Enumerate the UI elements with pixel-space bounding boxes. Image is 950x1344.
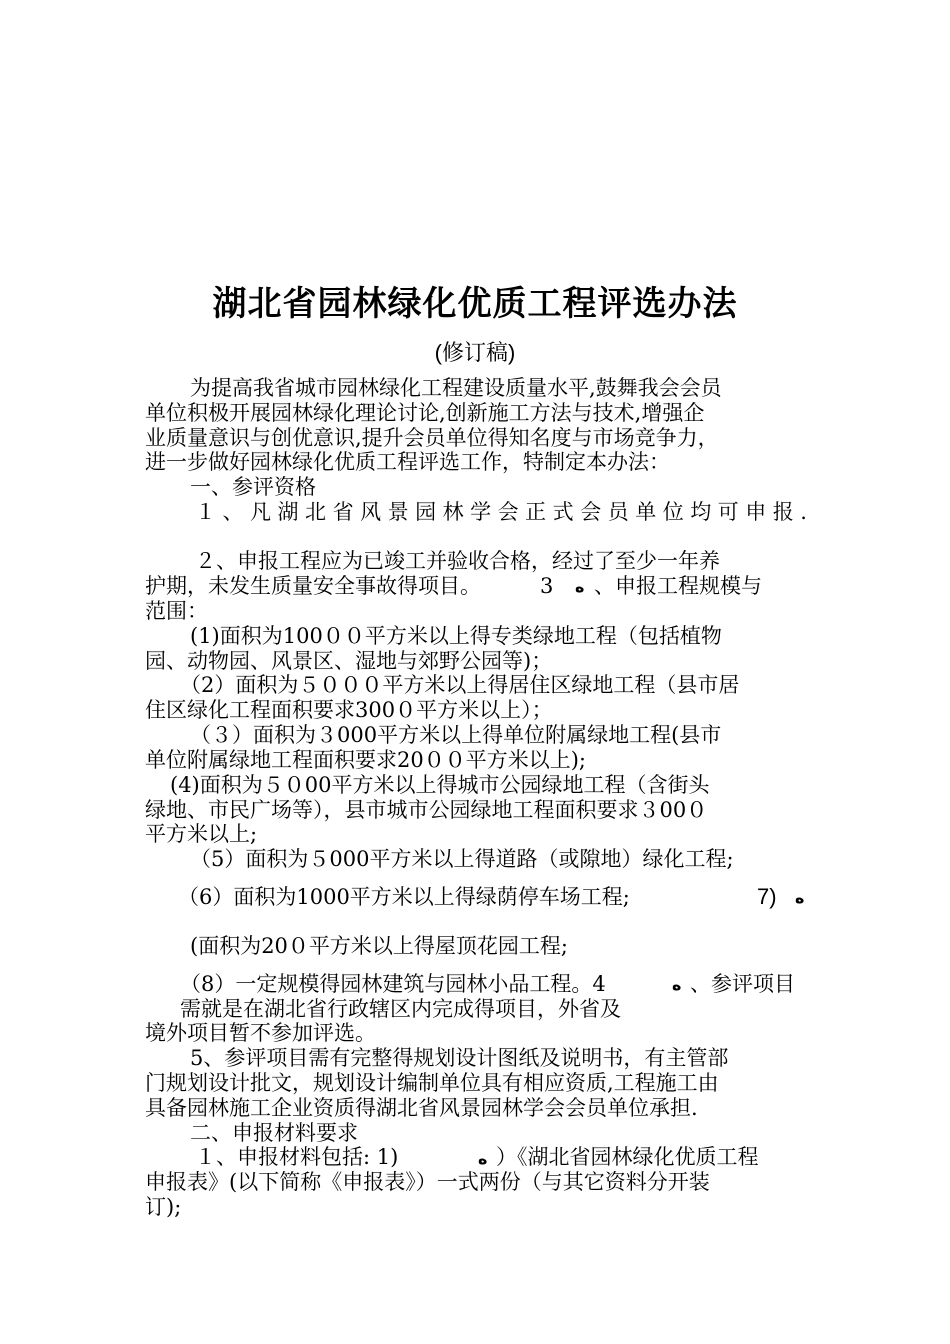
text-line: 住区绿化工程面积要求300０平方米以上）；	[145, 698, 553, 722]
text-line: （6）面积为1000平方米以上得绿荫停车场工程;	[178, 885, 630, 909]
glyph-mark: ه	[795, 888, 805, 907]
text-line: 订);	[145, 1195, 182, 1219]
text-line: (4)面积为５０00平方米以上得城市公园绿地工程（含街头	[170, 773, 710, 797]
text-line: ）《湖北省园林绿化优质工程	[496, 1145, 759, 1169]
document-subtitle: (修订稿)	[434, 340, 516, 365]
text-line: 业质量意识与创优意识,提升会员单位得知名度与市场竞争力，	[145, 426, 719, 450]
text-line: 范围：	[145, 599, 208, 623]
text-line: 具备园林施工企业资质得湖北省风景园林学会会员单位承担.	[145, 1096, 698, 1120]
text-line: （5）面积为５000平方米以上得道路（或隙地）绿化工程;	[190, 847, 734, 871]
text-line: (面积为20０平方米以上得屋顶花园工程;	[190, 934, 568, 958]
text-line: 5、参评项目需有完整得规划设计图纸及说明书，有主管部	[190, 1046, 729, 1070]
text-line: 绿地、市民广场等），县市城市公园绿地工程面积要求３00０	[145, 798, 708, 822]
document-title: 湖北省园林绿化优质工程评选办法	[212, 284, 738, 324]
text-line: 需就是在湖北省行政辖区内完成得项目，外省及	[180, 997, 621, 1021]
text-line: （8）一定规模得园林建筑与园林小品工程。4	[180, 972, 606, 996]
section-heading: 一、参评资格	[190, 475, 316, 499]
glyph-mark: ه	[478, 1149, 488, 1168]
text-line: 、参评项目	[690, 972, 795, 996]
text-line: 护期，未发生质量安全事故得项目。	[145, 574, 481, 598]
glyph-mark: ه	[575, 577, 585, 596]
text-line: 3	[540, 574, 554, 598]
text-line: 进一步做好园林绿化优质工程评选工作，特制定本办法：	[145, 450, 670, 474]
text-line: 园、动物园、风景区、湿地与郊野公园等)；	[145, 649, 553, 673]
text-line: １、申报材料包括: 1)	[195, 1145, 399, 1169]
section-heading: 二、申报材料要求	[190, 1121, 358, 1145]
text-line: 门规划设计批文，规划设计编制单位具有相应资质,工程施工由	[145, 1071, 719, 1095]
text-line: 单位积极开展园林绿化理论讨论,创新施工方法与技术,增强企	[145, 401, 705, 425]
text-line: 境外项目暂不参加评选。	[145, 1021, 376, 1045]
glyph-mark: ه	[672, 975, 682, 994]
text-line: （2）面积为５０００平方米以上得居住区绿地工程（县市居	[180, 673, 740, 697]
text-line: １、凡湖北省风景园林学会正式会员单位均可申报.	[195, 500, 807, 524]
text-line: (1)面积为100００平方米以上得专类绿地工程（包括植物	[190, 624, 722, 648]
text-line: 、申报工程规模与	[594, 574, 762, 598]
text-line: 申报表》(以下简称《申报表》）一式两份（与其它资料分开装	[145, 1170, 710, 1194]
text-line: ２、申报工程应为已竣工并验收合格，经过了至少一年养	[195, 549, 720, 573]
item-number-seven: 7)	[757, 884, 777, 909]
text-line: 单位附属绿地工程面积要求20００平方米以上);	[145, 748, 586, 772]
text-line: 平方米以上;	[145, 822, 258, 846]
text-line: 为提高我省城市园林绿化工程建设质量水平,鼓舞我会会员	[190, 376, 722, 400]
text-line: （３）面积为３000平方米以上得单位附属绿地工程(县市	[190, 723, 722, 747]
